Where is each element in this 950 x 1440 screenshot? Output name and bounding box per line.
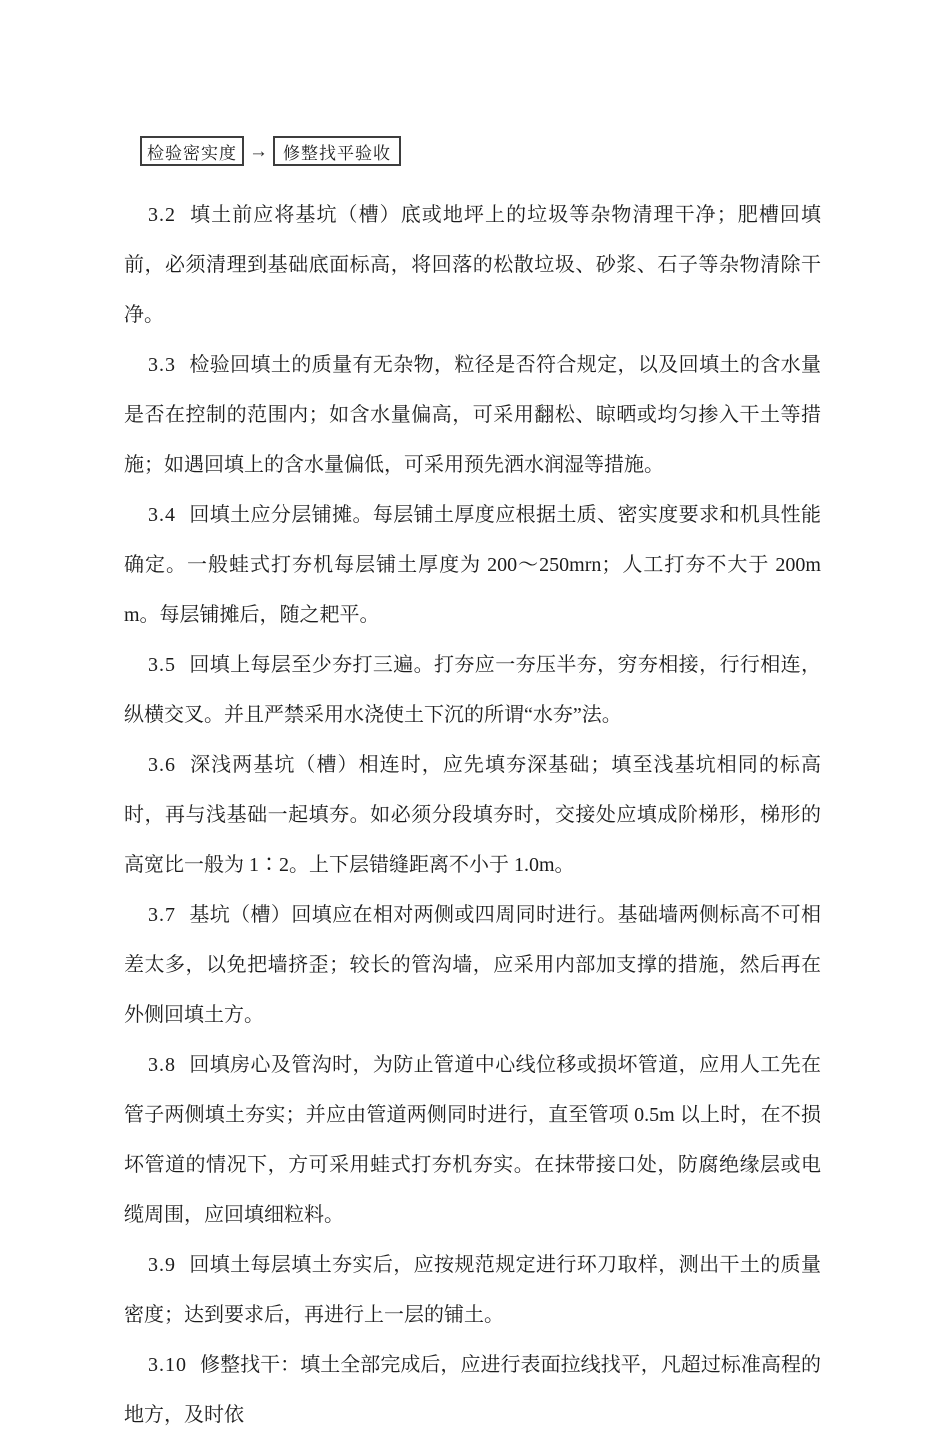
paragraph-3-8 — [124, 1040, 821, 1240]
paragraph-number: 3.9 — [148, 1254, 176, 1276]
paragraph-number: 3.5 — [148, 654, 176, 676]
process-flowchart — [140, 136, 401, 166]
paragraph-number: 3.10 — [148, 1354, 187, 1376]
paragraph-text: 回填土每层填土夯实后，应按规范规定进行环刀取样，测出干土的质量密度；达到要求后，再进行上一层的铺土。 — [124, 1254, 821, 1326]
document-body — [124, 190, 821, 1440]
paragraph-text: 检验回填土的质量有无杂物，粒径是否符合规定，以及回填土的含水量是否在控制的范围内；如含水量偏高，可采用翻松、晾晒或均匀掺入干土等措施；如遇回填上的含水量偏低，可采用预先洒水润湿等措施。 — [124, 354, 821, 476]
flow-arrow-icon: → — [249, 140, 268, 162]
paragraph-text: 回填上每层至少夯打三遍。打夯应一夯压半夯，穷夯相接，行行相连，纵横交叉。并且严禁采用水浇使土下沉的所谓“水夯”法。 — [124, 654, 821, 726]
paragraph-3-7 — [124, 890, 821, 1040]
paragraph-number: 3.7 — [148, 904, 176, 926]
flowchart-box-check-compaction: 检验密实度 — [140, 136, 244, 166]
flowchart-box-trim-level-acceptance: 修整找平验收 — [273, 136, 401, 166]
paragraph-text: 修整找干：填土全部完成后，应进行表面拉线找平，凡超过标准高程的地方，及时依 — [124, 1354, 821, 1426]
paragraph-3-10 — [124, 1340, 821, 1440]
paragraph-number: 3.6 — [148, 754, 176, 776]
paragraph-text: 回填房心及管沟时，为防止管道中心线位移或损坏管道，应用人工先在管子两侧填土夯实；并应由管道两侧同时进行，直至管项 0.5m 以上时，在不损坏管道的情况下，方可采用蛙式打夯机夯实。在抹带接口处，防腐绝缘层或电缆周围，应回填细粒料。 — [124, 1054, 821, 1226]
paragraph-3-6 — [124, 740, 821, 890]
paragraph-3-2 — [124, 190, 821, 340]
paragraph-number: 3.8 — [148, 1054, 176, 1076]
paragraph-text: 填土前应将基坑（槽）底或地坪上的垃圾等杂物清理干净；肥槽回填前，必须清理到基础底面标高，将回落的松散垃圾、砂浆、石子等杂物清除干净。 — [124, 204, 821, 326]
paragraph-3-5 — [124, 640, 821, 740]
paragraph-3-4 — [124, 490, 821, 640]
paragraph-3-9 — [124, 1240, 821, 1340]
paragraph-text: 深浅两基坑（槽）相连时，应先填夯深基础；填至浅基坑相同的标高时，再与浅基础一起填夯。如必须分段填夯时，交接处应填成阶梯形，梯形的高宽比一般为 1∶2。上下层错缝距离不小于 1.0m。 — [124, 754, 821, 876]
paragraph-3-3 — [124, 340, 821, 490]
paragraph-number: 3.4 — [148, 504, 176, 526]
paragraph-text: 回填土应分层铺摊。每层铺土厚度应根据土质、密实度要求和机具性能确定。一般蛙式打夯机每层铺土厚度为 200～250mrn；人工打夯不大于 200mm。每层铺摊后，随之耙平。 — [124, 504, 821, 626]
paragraph-text: 基坑（槽）回填应在相对两侧或四周同时进行。基础墙两侧标高不可相差太多，以免把墙挤歪；较长的管沟墙，应采用内部加支撑的措施，然后再在外侧回填土方。 — [124, 904, 821, 1026]
paragraph-number: 3.3 — [148, 354, 176, 376]
paragraph-number: 3.2 — [148, 204, 176, 226]
